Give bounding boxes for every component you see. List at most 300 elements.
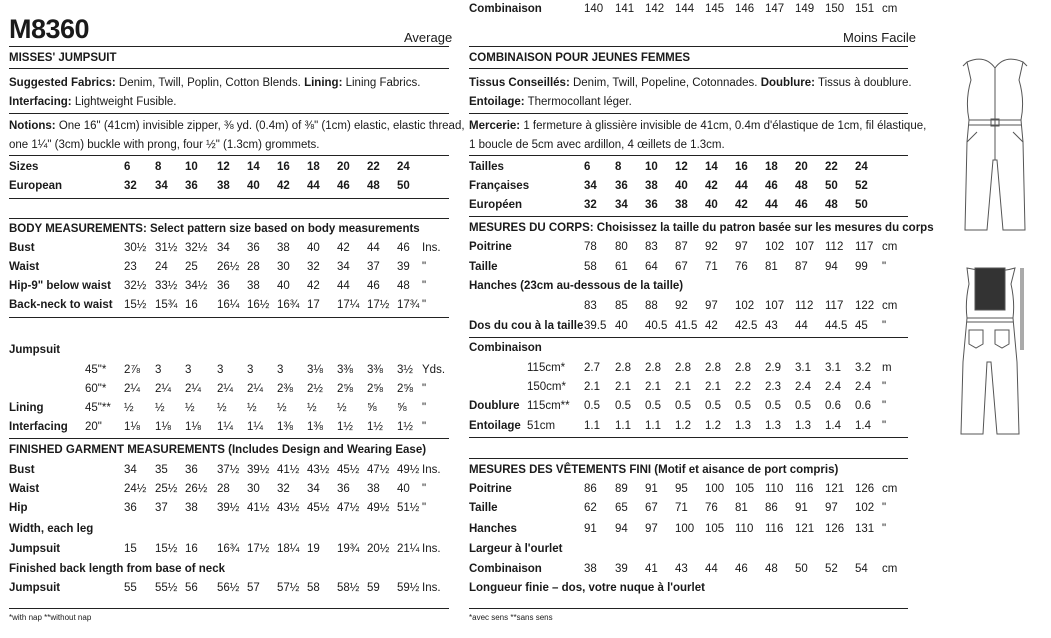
table-cell: 59½ xyxy=(397,582,420,594)
table-cell: 1½ xyxy=(397,421,413,433)
interfacing-fr xyxy=(469,93,632,111)
table-cell: 150 xyxy=(825,3,845,15)
table-cell: 17½ xyxy=(367,299,390,311)
row-label: Poitrine xyxy=(469,483,512,495)
table-row xyxy=(9,296,449,314)
notions-label: Mercerie: xyxy=(469,120,521,132)
table-cell: 42 xyxy=(705,180,718,192)
table-cell: 39 xyxy=(615,563,628,575)
table-cell: 91 xyxy=(584,523,597,535)
divider xyxy=(469,337,908,338)
table-cell: 102 xyxy=(855,502,875,514)
table-row xyxy=(469,177,908,195)
divider xyxy=(9,438,449,439)
table-cell: 80 xyxy=(615,241,628,253)
table-cell: 10 xyxy=(185,161,198,173)
row-label: Dos du cou à la taille xyxy=(469,320,584,332)
heading-fr: COMBINAISON POUR JEUNES FEMMES xyxy=(469,52,691,64)
table-cell: 121 xyxy=(795,523,815,535)
divider xyxy=(9,68,449,69)
table-cell: 24 xyxy=(155,261,168,273)
table-row xyxy=(469,317,908,335)
lining-value: Lining Fabrics. xyxy=(342,77,421,89)
table-cell: 30 xyxy=(277,261,290,273)
table-row xyxy=(469,158,908,176)
table-cell: 54 xyxy=(855,563,868,575)
table-cell: 40 xyxy=(705,199,718,211)
table-cell: 2.4 xyxy=(825,381,841,393)
table-cell: 126 xyxy=(855,483,875,495)
unit-label: Ins. xyxy=(422,242,441,254)
table-cell: 1.1 xyxy=(584,420,600,432)
table-cell: 36 xyxy=(124,502,137,514)
row-label: MESURES DES VÊTEMENTS FINI (Motif et aisance de port compris) xyxy=(469,464,839,476)
divider xyxy=(9,218,449,219)
table-row xyxy=(9,579,449,597)
table-row xyxy=(9,380,449,398)
table-cell: 34 xyxy=(337,261,350,273)
section-heading xyxy=(9,560,449,578)
table-cell: 41½ xyxy=(247,502,270,514)
table-cell: 2⅝ xyxy=(397,383,413,395)
unit-label: " xyxy=(882,400,887,412)
table-row xyxy=(9,177,449,195)
table-cell: 14 xyxy=(705,161,718,173)
table-cell: 42 xyxy=(277,180,290,192)
table-cell: 56½ xyxy=(217,582,240,594)
table-cell: 3 xyxy=(277,364,284,376)
table-cell: 3 xyxy=(247,364,254,376)
table-cell: 20 xyxy=(795,161,808,173)
table-cell: 30½ xyxy=(124,242,147,254)
table-cell: 2⅞ xyxy=(124,364,140,376)
table-cell: 40 xyxy=(277,280,290,292)
table-cell: 97 xyxy=(825,502,838,514)
table-cell: 21¼ xyxy=(397,543,420,555)
table-cell: 41½ xyxy=(277,464,300,476)
table-cell: 2⅝ xyxy=(367,383,383,395)
table-cell: 38 xyxy=(645,180,658,192)
table-cell: 59 xyxy=(367,582,380,594)
notions-value: One 16" (41cm) invisible zipper, ⅜ yd. (0.4m) of ⅜" (1cm) elastic, elastic thread, xyxy=(55,120,465,132)
section-heading xyxy=(9,341,449,359)
table-cell: 2.8 xyxy=(615,362,631,374)
table-cell: 97 xyxy=(735,241,748,253)
table-cell: 144 xyxy=(675,3,695,15)
table-cell: ½ xyxy=(277,402,287,414)
table-cell: 126 xyxy=(825,523,845,535)
table-cell: 8 xyxy=(155,161,162,173)
table-cell: 67 xyxy=(675,261,688,273)
unit-label: Ins. xyxy=(422,582,441,594)
table-cell: 44 xyxy=(765,199,778,211)
table-cell: 2.3 xyxy=(765,381,781,393)
table-cell: 37 xyxy=(367,261,380,273)
table-cell: 99 xyxy=(855,261,868,273)
table-cell: 6 xyxy=(124,161,131,173)
table-cell: 42 xyxy=(735,199,748,211)
row-label: Back-neck to waist xyxy=(9,299,113,311)
table-cell: 95 xyxy=(675,483,688,495)
table-cell: 28 xyxy=(247,261,260,273)
section-heading xyxy=(469,540,908,558)
table-cell: 43 xyxy=(675,563,688,575)
table-cell: 16¾ xyxy=(217,543,240,555)
table-cell: 0.5 xyxy=(765,400,781,412)
table-row xyxy=(469,297,908,315)
table-cell: 2¼ xyxy=(247,383,263,395)
heading-en: MISSES' JUMPSUIT xyxy=(9,52,117,64)
table-cell: 2.4 xyxy=(795,381,811,393)
fabric-width: 45"* xyxy=(85,364,107,376)
row-label: Combinaison xyxy=(469,342,542,354)
table-cell: 3⅜ xyxy=(337,364,353,376)
row-label: MESURES DU CORPS: Choisissez la taille du patron basée sur les mesures du corps xyxy=(469,222,934,234)
table-cell: 151 xyxy=(855,3,875,15)
table-cell: 16 xyxy=(185,543,198,555)
divider xyxy=(469,46,908,47)
table-cell: 36 xyxy=(615,180,628,192)
table-cell: 32 xyxy=(124,180,137,192)
notions-value: 1 fermeture à glissière invisible de 41cm, 0.4m d'élastique de 1cm, fil élastique, xyxy=(520,120,927,132)
table-cell: 55½ xyxy=(155,582,178,594)
table-cell: 1⅛ xyxy=(185,421,201,433)
table-cell: 17¾ xyxy=(397,299,420,311)
table-cell: 23 xyxy=(124,261,137,273)
unit-label: cm xyxy=(882,563,898,575)
table-cell: 32 xyxy=(307,261,320,273)
table-cell: 35 xyxy=(155,464,168,476)
footnote-fr: *avec sens **sans sens xyxy=(469,613,553,622)
table-cell: 2.1 xyxy=(645,381,661,393)
table-cell: 40 xyxy=(247,180,260,192)
table-cell: 22 xyxy=(367,161,380,173)
table-cell: 6 xyxy=(584,161,591,173)
table-cell: 45½ xyxy=(307,502,330,514)
table-cell: 61 xyxy=(615,261,628,273)
row-label: Combinaison xyxy=(469,563,542,575)
table-cell: 2¼ xyxy=(155,383,171,395)
row-label: Jumpsuit xyxy=(9,344,61,356)
table-row xyxy=(469,560,908,578)
table-cell: 147 xyxy=(765,3,785,15)
table-cell: 105 xyxy=(735,483,755,495)
unit-label: m xyxy=(882,362,892,374)
table-cell: 38 xyxy=(247,280,260,292)
table-cell: 34 xyxy=(307,483,320,495)
table-cell: 42 xyxy=(705,320,718,332)
table-cell: 46 xyxy=(397,242,410,254)
table-cell: 88 xyxy=(645,300,658,312)
table-cell: 20½ xyxy=(367,543,390,555)
table-cell: 22 xyxy=(825,161,838,173)
row-label: Waist xyxy=(9,483,40,495)
unit-label: " xyxy=(422,299,427,311)
table-cell: 39½ xyxy=(217,502,240,514)
table-cell: 19¾ xyxy=(337,543,360,555)
divider xyxy=(469,113,908,114)
notions-fr xyxy=(469,117,926,135)
table-cell: 37 xyxy=(155,502,168,514)
table-cell: 3½ xyxy=(397,364,413,376)
table-cell: 41 xyxy=(645,563,658,575)
divider xyxy=(469,216,908,217)
table-cell: 0.5 xyxy=(675,400,691,412)
table-cell: 41.5 xyxy=(675,320,698,332)
unit-label: " xyxy=(422,383,427,395)
table-cell: 52 xyxy=(855,180,868,192)
fabrics-value: Denim, Twill, Popeline, Cotonnades. xyxy=(569,77,761,89)
section-heading xyxy=(469,339,908,357)
table-cell: 58 xyxy=(307,582,320,594)
section-heading xyxy=(9,441,449,459)
table-cell: 1.3 xyxy=(735,420,751,432)
table-cell: 78 xyxy=(584,241,597,253)
divider xyxy=(469,458,908,459)
table-cell: 50 xyxy=(825,180,838,192)
table-cell: 32½ xyxy=(185,242,208,254)
lining-label: Doublure: xyxy=(760,77,816,89)
table-cell: 48 xyxy=(825,199,838,211)
table-cell: 28 xyxy=(217,483,230,495)
table-row xyxy=(469,258,908,276)
table-cell: 3 xyxy=(217,364,224,376)
table-row xyxy=(9,499,449,517)
table-cell: 105 xyxy=(705,523,725,535)
row-label: Jumpsuit xyxy=(9,543,61,555)
table-cell: 1⅜ xyxy=(307,421,323,433)
unit-label: Ins. xyxy=(422,543,441,555)
table-cell: 8 xyxy=(615,161,622,173)
table-cell: 121 xyxy=(825,483,845,495)
jumpsuit-back-sketch xyxy=(955,262,1035,442)
divider xyxy=(469,608,908,609)
divider xyxy=(9,317,449,318)
row-label: Bust xyxy=(9,464,35,476)
table-cell: 85 xyxy=(615,300,628,312)
table-row xyxy=(469,238,908,256)
table-cell: 91 xyxy=(645,483,658,495)
table-cell: 38 xyxy=(584,563,597,575)
table-cell: 50 xyxy=(397,180,410,192)
table-cell: 86 xyxy=(765,502,778,514)
table-cell: 3.1 xyxy=(795,362,811,374)
table-cell: 141 xyxy=(615,3,635,15)
row-label: Hanches xyxy=(469,523,517,535)
table-cell: 122 xyxy=(855,300,875,312)
table-cell: 48 xyxy=(765,563,778,575)
table-cell: 40 xyxy=(307,242,320,254)
row-label: Européen xyxy=(469,199,523,211)
table-cell: 117 xyxy=(825,300,844,312)
table-cell: 0.5 xyxy=(645,400,661,412)
table-cell: 0.5 xyxy=(615,400,631,412)
table-cell: 24 xyxy=(855,161,868,173)
table-cell: 44 xyxy=(307,180,320,192)
table-cell: 46 xyxy=(735,563,748,575)
table-cell: 58 xyxy=(584,261,597,273)
table-cell: 16¼ xyxy=(217,299,240,311)
unit-label: Yds. xyxy=(422,364,446,376)
table-cell: 46 xyxy=(765,180,778,192)
fabrics-label: Tissus Conseillés: xyxy=(469,77,570,89)
table-cell: 57½ xyxy=(277,582,300,594)
table-row xyxy=(469,480,908,498)
row-label: Tailles xyxy=(469,161,504,173)
row-label: Taille xyxy=(469,502,498,514)
table-cell: 49½ xyxy=(397,464,420,476)
divider xyxy=(9,155,449,156)
row-label: Taille xyxy=(469,261,498,273)
table-row xyxy=(469,417,908,435)
fabric-width: 115cm** xyxy=(527,400,570,412)
table-cell: 44 xyxy=(705,563,718,575)
row-label: Hip-9" below waist xyxy=(9,280,111,292)
table-cell: 38 xyxy=(277,242,290,254)
table-cell: 3⅜ xyxy=(367,364,383,376)
table-cell: 55 xyxy=(124,582,137,594)
table-cell: 1.2 xyxy=(705,420,721,432)
fabrics-label: Suggested Fabrics: xyxy=(9,77,116,89)
table-cell: 14 xyxy=(247,161,260,173)
table-cell: 17½ xyxy=(247,543,270,555)
table-cell: 1.2 xyxy=(675,420,691,432)
row-label: Sizes xyxy=(9,161,39,173)
table-cell: 25 xyxy=(185,261,198,273)
table-cell: ⅝ xyxy=(397,402,407,414)
table-cell: 51½ xyxy=(397,502,420,514)
table-row xyxy=(9,480,449,498)
table-cell: 15½ xyxy=(124,299,147,311)
section-heading xyxy=(469,277,908,295)
table-cell: 44 xyxy=(795,320,808,332)
table-cell: 2.8 xyxy=(735,362,751,374)
table-cell: 3.2 xyxy=(855,362,871,374)
table-cell: 15¾ xyxy=(155,299,178,311)
table-cell: 116 xyxy=(795,483,814,495)
table-cell: 81 xyxy=(735,502,748,514)
table-cell: 87 xyxy=(675,241,688,253)
table-cell: 92 xyxy=(675,300,688,312)
table-cell: 46 xyxy=(367,280,380,292)
table-cell: 3⅛ xyxy=(307,364,323,376)
unit-label: " xyxy=(422,502,427,514)
table-cell: 38 xyxy=(675,199,688,211)
table-cell: 26½ xyxy=(185,483,208,495)
table-row xyxy=(469,196,908,214)
table-cell: 2.8 xyxy=(705,362,721,374)
row-label: Combinaison xyxy=(469,3,542,15)
table-cell: 44 xyxy=(337,280,350,292)
table-cell: 146 xyxy=(735,3,755,15)
table-cell: 1¼ xyxy=(217,421,233,433)
fabric-width: 150cm* xyxy=(527,381,566,393)
table-cell: 50 xyxy=(795,563,808,575)
table-cell: 81 xyxy=(765,261,778,273)
table-cell: 100 xyxy=(705,483,725,495)
row-label: Interfacing xyxy=(9,421,68,433)
table-cell: 1.1 xyxy=(645,420,661,432)
table-cell: 34 xyxy=(615,199,628,211)
table-cell: 40 xyxy=(615,320,628,332)
fabrics-value: Denim, Twill, Poplin, Cotton Blends. xyxy=(115,77,305,89)
table-row xyxy=(469,359,908,377)
footnote-en: *with nap **without nap xyxy=(9,613,92,622)
table-row xyxy=(9,158,449,176)
table-cell: 43½ xyxy=(277,502,300,514)
table-cell: 39½ xyxy=(247,464,270,476)
table-cell: 1.3 xyxy=(765,420,781,432)
table-cell: 32 xyxy=(584,199,597,211)
table-cell: 33½ xyxy=(155,280,178,292)
table-cell: 47½ xyxy=(367,464,390,476)
table-cell: 16¾ xyxy=(277,299,300,311)
table-cell: 36 xyxy=(185,180,198,192)
table-cell: 24 xyxy=(397,161,410,173)
table-cell: 42.5 xyxy=(735,320,758,332)
notions-label: Notions: xyxy=(9,120,56,132)
table-cell: 65 xyxy=(615,502,628,514)
unit-label: cm xyxy=(882,241,898,253)
table-cell: 2⅜ xyxy=(277,383,293,395)
table-cell: 40 xyxy=(675,180,688,192)
table-cell: 36 xyxy=(185,464,198,476)
interfacing-label: Entoilage: xyxy=(469,96,525,108)
table-cell: ½ xyxy=(185,402,195,414)
divider xyxy=(9,113,449,114)
table-cell: 44 xyxy=(735,180,748,192)
table-cell: 2¼ xyxy=(124,383,140,395)
table-cell: 107 xyxy=(795,241,815,253)
unit-label: cm xyxy=(882,483,898,495)
table-cell: 2¼ xyxy=(185,383,201,395)
table-cell: 44 xyxy=(367,242,380,254)
table-cell: 47½ xyxy=(337,502,360,514)
table-cell: 76 xyxy=(735,261,748,273)
interfacing-en xyxy=(9,93,176,111)
table-cell: 2.8 xyxy=(675,362,691,374)
table-cell: 48 xyxy=(367,180,380,192)
table-cell: 2.1 xyxy=(705,381,721,393)
table-cell: 48 xyxy=(795,180,808,192)
interfacing-value: Thermocollant léger. xyxy=(524,96,632,108)
row-label: Bust xyxy=(9,242,35,254)
table-cell: 49½ xyxy=(367,502,390,514)
divider xyxy=(469,437,908,438)
table-cell: 2¼ xyxy=(217,383,233,395)
table-cell: 10 xyxy=(645,161,658,173)
table-cell: 107 xyxy=(765,300,785,312)
unit-label: " xyxy=(422,402,427,414)
unit-label: " xyxy=(882,320,887,332)
table-cell: 1.4 xyxy=(855,420,871,432)
unit-label: " xyxy=(422,261,427,273)
table-cell: 34½ xyxy=(185,280,208,292)
table-cell: 86 xyxy=(584,483,597,495)
table-cell: 102 xyxy=(735,300,755,312)
section-heading xyxy=(9,220,449,238)
table-cell: 18¼ xyxy=(277,543,300,555)
table-cell: 40.5 xyxy=(645,320,668,332)
table-cell: 50 xyxy=(855,199,868,211)
table-cell: 116 xyxy=(765,523,784,535)
table-cell: 2.9 xyxy=(765,362,781,374)
table-cell: 45 xyxy=(855,320,868,332)
table-cell: 44.5 xyxy=(825,320,848,332)
table-row xyxy=(469,520,908,538)
divider xyxy=(469,68,908,69)
difficulty-fr: Moins Facile xyxy=(843,30,916,45)
